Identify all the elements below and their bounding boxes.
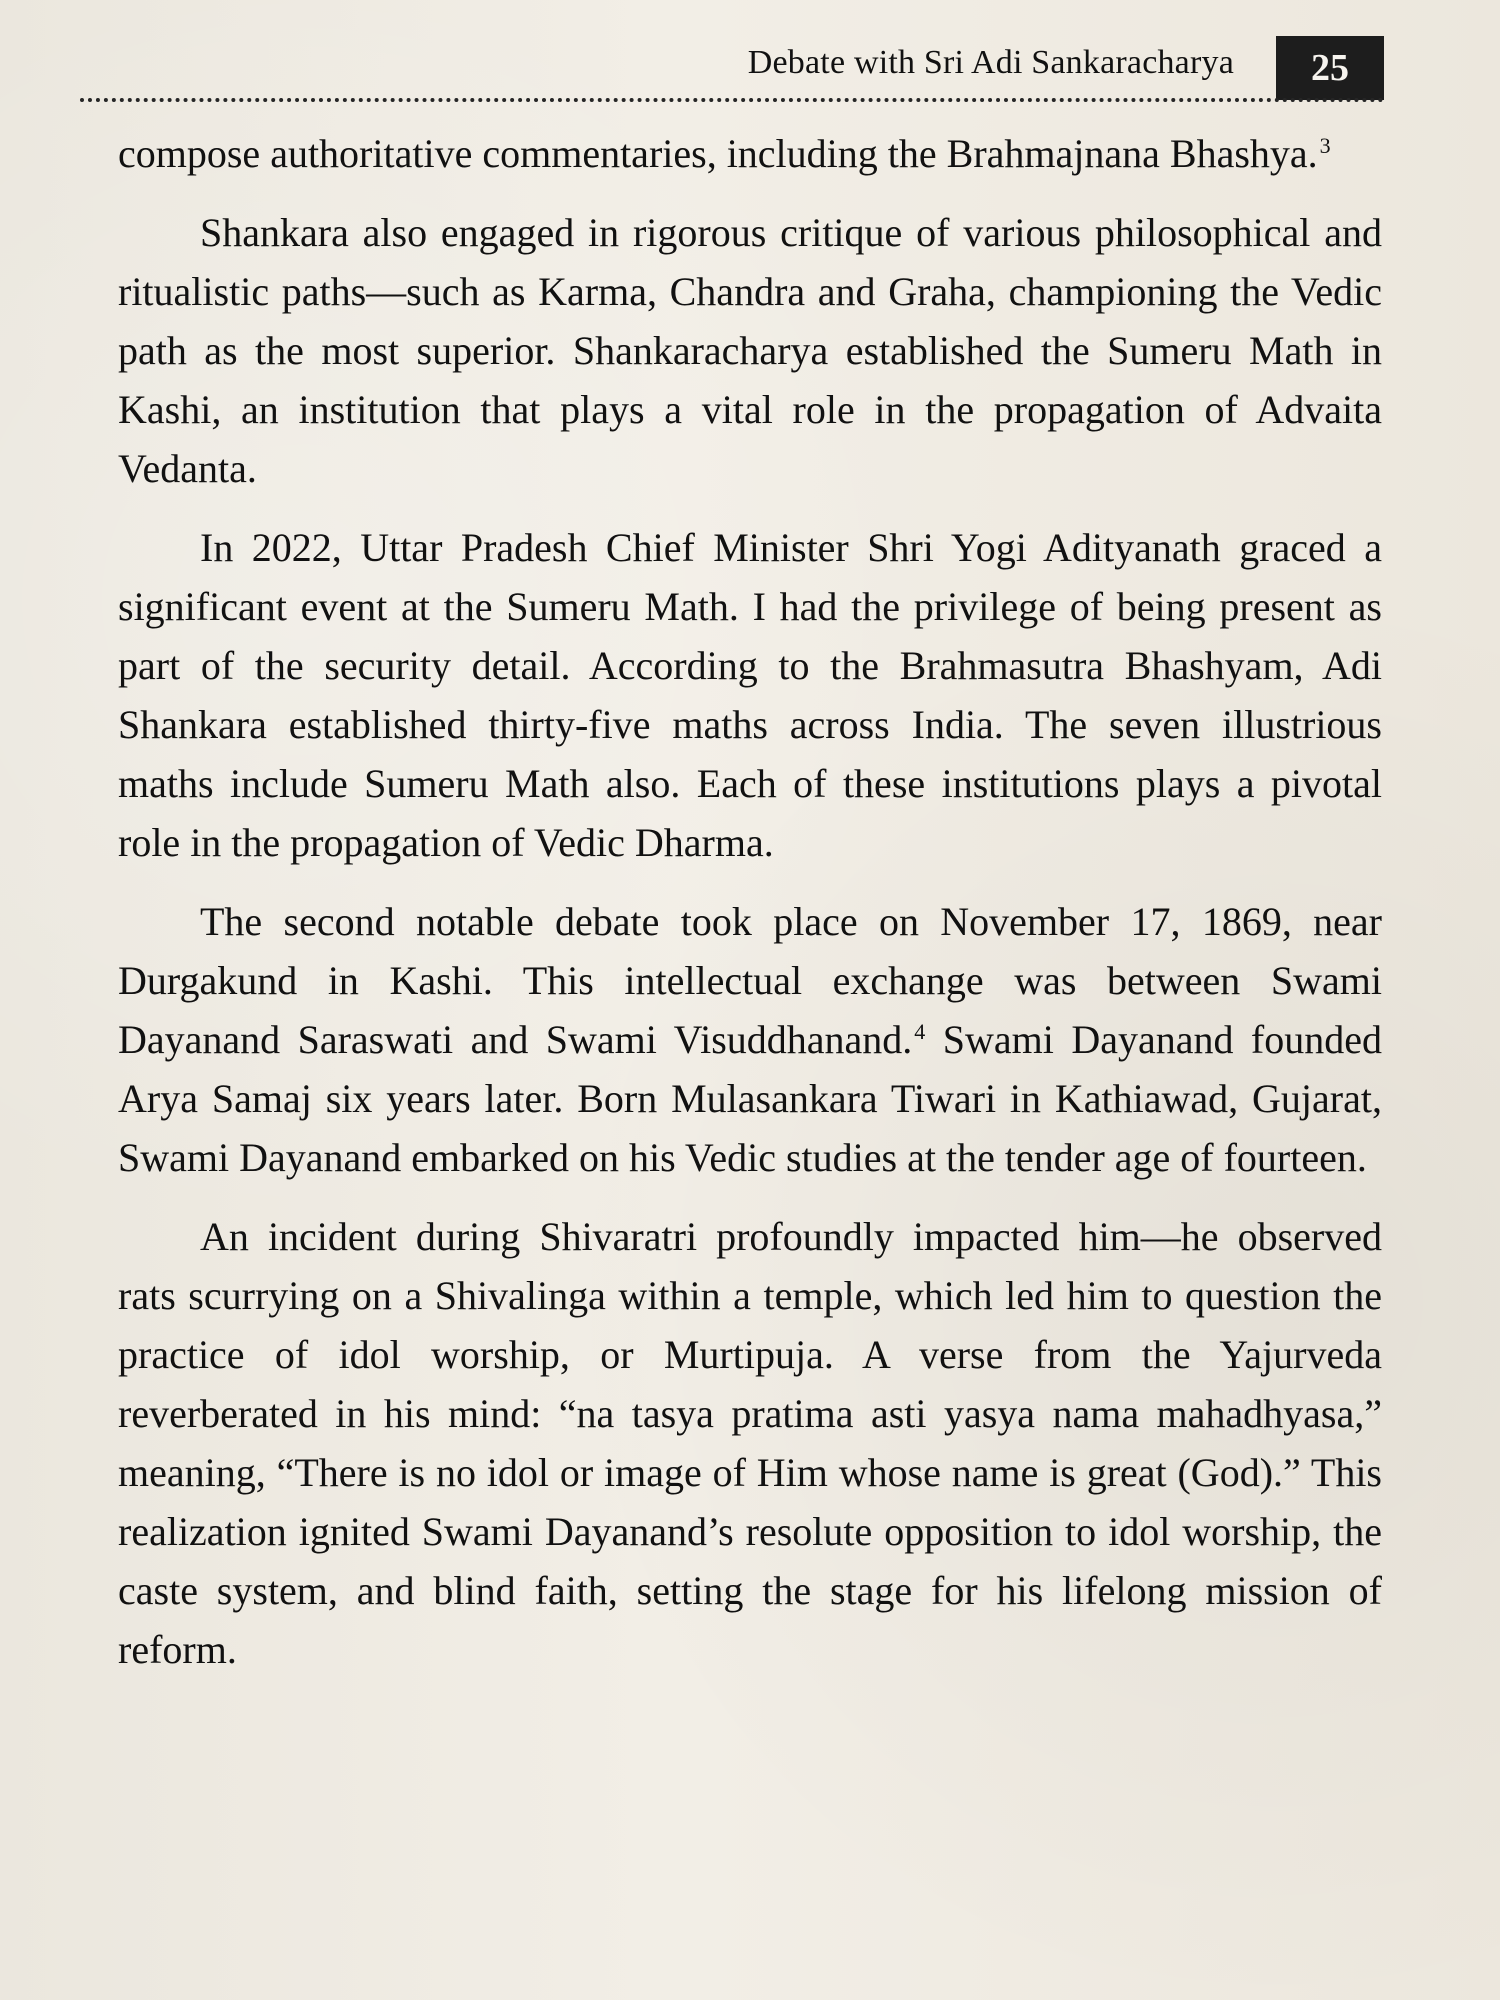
- footnote-4: 4: [914, 1018, 926, 1044]
- paragraph-3-text: In 2022, Uttar Pradesh Chief Minister Shri Yogi Adityanath graced a significant event at the Sumeru Math. I had the privilege of being present as part of the security detail. According to the Brahmasutra Bhashyam, Adi Shankara established thirty-five maths across India. The seven illustrious maths include Sumeru Math also. Each of these institutions plays a pivotal role in the propagation of Vedic Dharma.: [118, 525, 1382, 865]
- header-divider: [80, 98, 1384, 102]
- paragraph-5: [118, 1207, 1382, 1679]
- paragraph-2: [118, 203, 1382, 498]
- page-header: [80, 28, 1384, 108]
- page-number: 25: [1311, 47, 1349, 89]
- paragraph-2-text: Shankara also engaged in rigorous critique of various philosophical and ritualistic paths—such as Karma, Chandra and Graha, championing the Vedic path as the most superior. Shankaracharya established the Sumeru Math in Kashi, an institution that plays a vital role in the propagation of Advaita Vedanta.: [118, 210, 1382, 491]
- paragraph-3: [118, 518, 1382, 872]
- page-content: [118, 124, 1382, 1699]
- page-number-box: [1276, 36, 1384, 100]
- paragraph-4: [118, 892, 1382, 1187]
- paragraph-1: [118, 124, 1382, 183]
- footnote-3: 3: [1319, 132, 1331, 158]
- paragraph-4-text-start: The second notable debate took place on November 17, 1869, near Durgakund in Kashi. This intellectual exchange was between Swami Dayanand Saraswati and Swami Visuddhanand.: [118, 899, 1382, 1062]
- paragraph-4-text-end: Swami Dayanand founded Arya Samaj six years later. Born Mulasankara Tiwari in Kathiawad, Gujarat, Swami Dayanand embarked on his Vedic studies at the tender age of fourteen.: [118, 1017, 1382, 1180]
- paragraph-5-text: An incident during Shivaratri profoundly impacted him—he observed rats scurrying on a Shivalinga within a temple, which led him to question the practice of idol worship, or Murtipuja. A verse from the Yajurveda reverberated in his mind: “na tasya pratima asti yasya nama mahadhyasa,” meaning, “There is no idol or image of Him whose name is great (God).” This realization ignited Swami Dayanand’s resolute opposition to idol worship, the caste system, and blind faith, setting the stage for his lifelong mission of reform.: [118, 1214, 1382, 1672]
- running-head: Debate with Sri Adi Sankaracharya: [747, 44, 1234, 81]
- paragraph-1-text: compose authoritative commentaries, including the Brahmajnana Bhashya.: [118, 131, 1318, 176]
